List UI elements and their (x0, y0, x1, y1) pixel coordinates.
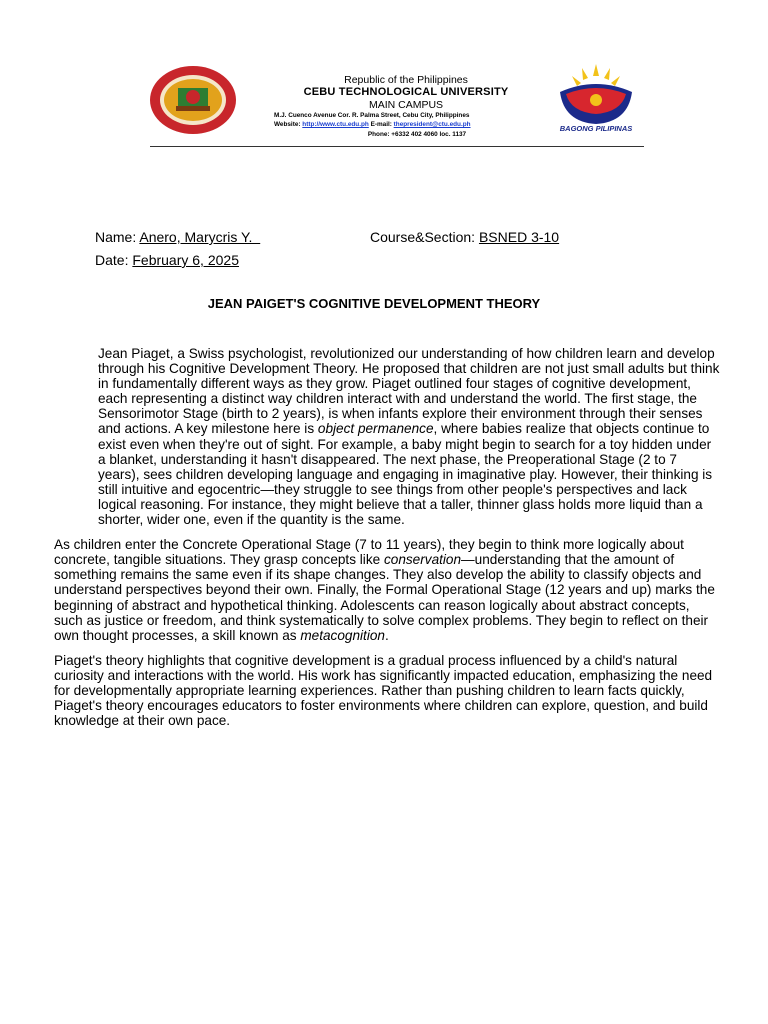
date-line: Date: February 6, 2025 (95, 252, 239, 268)
university-seal-logo (148, 64, 238, 136)
course-value: BSNED 3-10 (478, 229, 560, 245)
paragraph-1: Jean Piaget, a Swiss psychologist, revolutionized our understanding of how children learn and develop through his Cognitive Development Theory. He proposed that children are not just small adults but think in fundamentally different ways as they grow. Piaget outlined four stages of cognitive development, each representing a distinct way children interact with and understand the world. The first stage, the Sensorimotor Stage (birth to 2 years), is when infants explore their environment through their senses and actions. A key milestone here is object permanence, where babies realize that objects continue to exist even when they're out of sight. For example, a baby might begin to search for a toy hidden under a blanket, understanding it hasn't disappeared. The next phase, the Preoperational Stage (2 to 7 years), sees children developing language and engaging in imaginative play. However, their thinking is still intuitive and egocentric—they struggle to see things from other people's perspectives and lack logical reasoning. For instance, they might believe that a taller, thinner glass holds more liquid than a shorter, wider one, even if the quantity is the same. (98, 346, 720, 528)
university-name: CEBU TECHNOLOGICAL UNIVERSITY (303, 86, 509, 99)
website-link[interactable]: http://www.ctu.edu.ph (302, 121, 369, 129)
term-conservation: conservation (383, 552, 462, 568)
email-link[interactable]: thepresident@ctu.edu.ph (393, 121, 471, 129)
term-metacognition: metacognition (300, 627, 385, 643)
term-object-permanence: object permanence (317, 421, 434, 437)
republic-line: Republic of the Philippines (344, 74, 468, 86)
address-line: M.J. Cuenco Avenue Cor. R. Palma Street, Cebu City, Philippines (274, 111, 470, 119)
bagong-pilipinas-label: BAGONG PILIPINAS (559, 124, 633, 133)
campus-name: MAIN CAMPUS (368, 98, 444, 111)
letterhead-text (256, 74, 556, 140)
paragraph-2: As children enter the Concrete Operational Stage (7 to 11 years), they begin to think more logically about concrete, tangible situations. They grasp concepts like conservation—understanding that the amount of something remains the same even if its shape changes. They also develop the ability to classify objects and understand perspectives beyond their own. Finally, the Formal Operational Stage (12 years and up) marks the beginning of abstract and hypothetical thinking. Adolescents can reason logically about abstract concepts, such as justice or freedom, and think systematically to solve complex problems. They begin to reflect on their own thought processes, a skill known as metacognition. (54, 537, 715, 643)
paragraph-3: Piaget's theory highlights that cognitive development is a gradual process influenced by a child's natural curiosity and interactions with the world. His work has significantly impacted education, emphasizing the need for developmentally appropriate learning experiences. Rather than pushing children to learn facts quickly, Piaget's theory encourages educators to foster environments where children can explore, question, and build knowledge at their own pace. (54, 652, 713, 729)
letterhead (148, 60, 646, 148)
name-value: Anero, Marycris Y. (139, 229, 261, 245)
header-rule (150, 146, 644, 147)
contact-line: Website: http://www.ctu.edu.ph E-mail: thepresident@ctu.edu.ph (274, 121, 471, 129)
course-line: Course&Section: BSNED 3-10 (370, 229, 560, 245)
phone-line: Phone: +6332 402 4060 loc. 1137 (367, 130, 467, 138)
document-title: JEAN PAIGET'S COGNITIVE DEVELOPMENT THEORY (207, 296, 541, 311)
essay-body (54, 346, 722, 738)
name-line: Name: Anero, Marycris Y. (95, 229, 261, 245)
date-value: February 6, 2025 (132, 252, 239, 268)
